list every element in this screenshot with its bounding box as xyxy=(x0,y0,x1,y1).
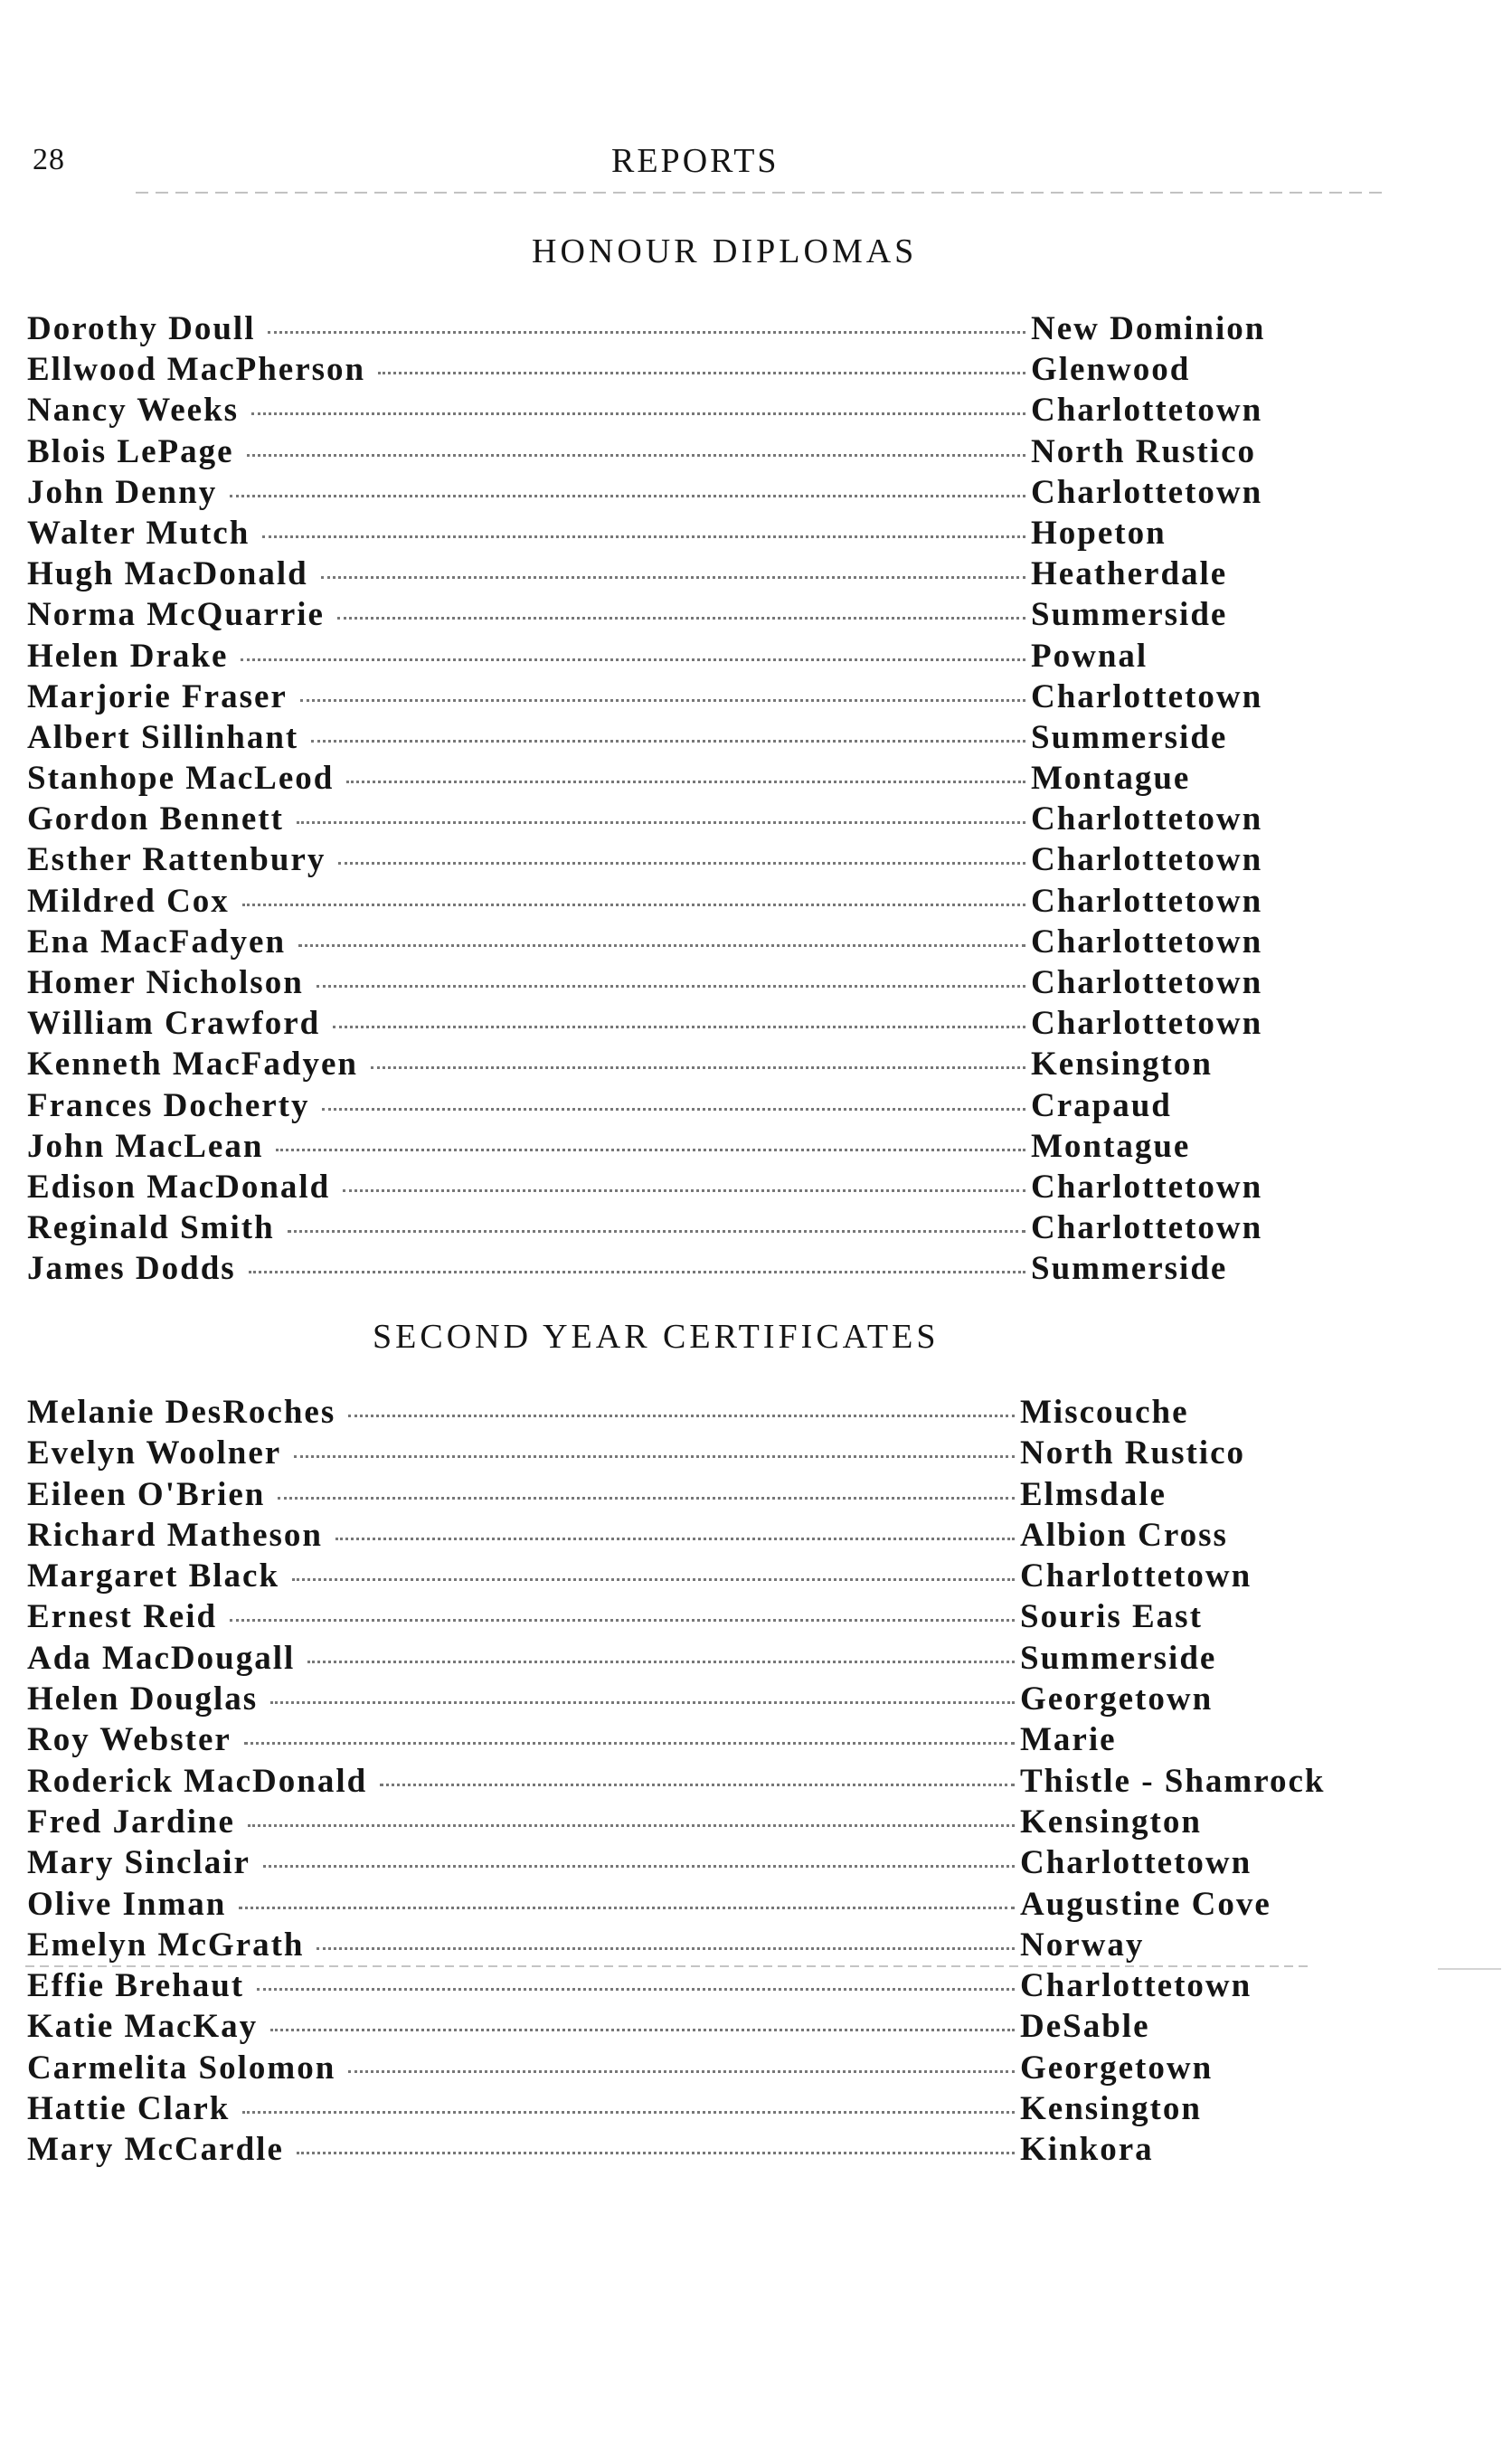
dot-leader xyxy=(270,2029,1015,2031)
place-name: Charlottetown xyxy=(1031,923,1263,961)
running-head: REPORTS xyxy=(611,142,780,180)
dot-leader xyxy=(292,1578,1015,1581)
place-name: Charlottetown xyxy=(1031,473,1263,511)
print-artifact-rule-right xyxy=(1438,1968,1501,1970)
person-name: Reginald Smith xyxy=(27,1209,275,1247)
place-name: Augustine Cove xyxy=(1020,1885,1271,1923)
dot-leader xyxy=(247,454,1025,457)
place-name: Charlottetown xyxy=(1031,882,1263,920)
person-name: Carmelita Solomon xyxy=(27,2049,336,2087)
dot-leader xyxy=(270,1701,1015,1704)
place-name: Summerside xyxy=(1031,596,1228,634)
place-name: Charlottetown xyxy=(1031,1209,1263,1247)
place-name: Charlottetown xyxy=(1031,964,1263,1001)
dot-leader xyxy=(297,2152,1015,2154)
place-name: Summerside xyxy=(1031,718,1228,756)
dot-leader xyxy=(248,1824,1015,1827)
dot-leader xyxy=(262,535,1025,538)
dot-leader xyxy=(348,2070,1015,2073)
person-name: Gordon Bennett xyxy=(27,800,284,838)
person-name: Ada MacDougall xyxy=(27,1639,296,1677)
dot-leader xyxy=(251,412,1025,415)
person-name: Ernest Reid xyxy=(27,1598,218,1636)
dot-leader xyxy=(230,495,1025,497)
list-item xyxy=(27,595,1356,636)
place-name: Norway xyxy=(1020,1926,1145,1964)
person-name: Dorothy Doull xyxy=(27,310,256,347)
dot-leader xyxy=(294,1455,1015,1458)
place-name: Charlottetown xyxy=(1031,1168,1263,1206)
place-name: Glenwood xyxy=(1031,351,1191,389)
list-item xyxy=(27,1885,1356,1926)
dot-leader xyxy=(317,985,1025,988)
person-name: Eileen O'Brien xyxy=(27,1475,266,1513)
page-number: 28 xyxy=(33,143,65,176)
list-item xyxy=(27,1249,1356,1290)
list-item xyxy=(27,1475,1356,1516)
dot-leader xyxy=(337,617,1025,620)
page-header xyxy=(33,137,1389,183)
person-name: Mary Sinclair xyxy=(27,1844,250,1882)
place-name: Kensington xyxy=(1031,1046,1213,1084)
dot-leader xyxy=(239,1907,1015,1909)
list-item xyxy=(27,1393,1356,1434)
list-item xyxy=(27,1597,1356,1638)
place-name: North Rustico xyxy=(1031,432,1257,470)
person-name: Richard Matheson xyxy=(27,1516,323,1554)
list-item xyxy=(27,1168,1356,1208)
place-name: Thistle - Shamrock xyxy=(1020,1762,1326,1800)
dot-leader xyxy=(249,1271,1025,1273)
place-name: Charlottetown xyxy=(1020,1967,1252,2005)
list-item xyxy=(27,1208,1356,1249)
dot-leader xyxy=(242,904,1025,906)
person-name: Ellwood MacPherson xyxy=(27,351,366,389)
honour-diplomas-title: HONOUR DIPLOMAS xyxy=(532,232,918,270)
list-item xyxy=(27,1045,1356,1085)
dot-leader xyxy=(276,1149,1025,1151)
person-name: William Crawford xyxy=(27,1005,321,1043)
place-name: Charlottetown xyxy=(1031,800,1263,838)
list-item xyxy=(27,1004,1356,1045)
dot-leader xyxy=(380,1784,1015,1786)
list-item xyxy=(27,1926,1356,1966)
dot-leader xyxy=(241,658,1025,661)
place-name: North Rustico xyxy=(1020,1434,1246,1472)
list-item xyxy=(27,1843,1356,1884)
person-name: Esther Rattenbury xyxy=(27,841,326,879)
place-name: Souris East xyxy=(1020,1598,1203,1636)
honour-diplomas-list xyxy=(27,309,1356,1291)
list-item xyxy=(27,882,1356,923)
person-name: Walter Mutch xyxy=(27,514,250,552)
place-name: Summerside xyxy=(1031,1250,1228,1288)
list-item xyxy=(27,554,1356,595)
person-name: Albert Sillinhant xyxy=(27,718,299,756)
dot-leader xyxy=(333,1026,1025,1028)
person-name: Emelyn McGrath xyxy=(27,1926,305,1964)
place-name: DeSable xyxy=(1020,2008,1150,2046)
person-name: Edison MacDonald xyxy=(27,1168,331,1206)
dot-leader xyxy=(268,331,1025,334)
person-name: Marjorie Fraser xyxy=(27,677,288,715)
list-item xyxy=(27,1516,1356,1557)
second-year-certificates-list xyxy=(27,1393,1356,2172)
person-name: Mary McCardle xyxy=(27,2131,284,2169)
person-name: Frances Docherty xyxy=(27,1086,310,1124)
print-artifact-rule xyxy=(25,1965,1309,1967)
list-item xyxy=(27,391,1356,431)
person-name: Kenneth MacFadyen xyxy=(27,1046,358,1084)
person-name: Evelyn Woolner xyxy=(27,1434,282,1472)
person-name: Homer Nicholson xyxy=(27,964,304,1001)
dot-leader xyxy=(338,862,1025,865)
second-year-certificates-title: SECOND YEAR CERTIFICATES xyxy=(373,1318,940,1356)
dot-leader xyxy=(263,1865,1015,1868)
list-item xyxy=(27,2007,1356,2048)
dot-leader xyxy=(348,1415,1015,1417)
place-name: Georgetown xyxy=(1020,1680,1214,1718)
dot-leader xyxy=(311,740,1025,743)
list-item xyxy=(27,1680,1356,1720)
list-item xyxy=(27,759,1356,800)
list-item xyxy=(27,923,1356,963)
dot-leader xyxy=(244,1742,1015,1745)
list-item xyxy=(27,1762,1356,1803)
place-name: Hopeton xyxy=(1031,514,1167,552)
dot-leader xyxy=(343,1189,1025,1192)
place-name: Pownal xyxy=(1031,637,1148,675)
list-item xyxy=(27,432,1356,473)
place-name: Elmsdale xyxy=(1020,1475,1167,1513)
dot-leader xyxy=(378,372,1025,374)
person-name: Blois LePage xyxy=(27,432,234,470)
list-item xyxy=(27,1720,1356,1761)
place-name: Crapaud xyxy=(1031,1086,1172,1124)
person-name: Hattie Clark xyxy=(27,2090,231,2128)
list-item xyxy=(27,2089,1356,2130)
dot-leader xyxy=(298,944,1025,947)
dot-leader xyxy=(257,1988,1015,1991)
dot-leader xyxy=(307,1661,1015,1663)
place-name: Montague xyxy=(1031,760,1191,798)
place-name: Kensington xyxy=(1020,2090,1202,2128)
dot-leader xyxy=(322,1108,1025,1111)
list-item xyxy=(27,1557,1356,1597)
dot-leader xyxy=(230,1619,1015,1622)
dot-leader xyxy=(346,781,1025,783)
place-name: Albion Cross xyxy=(1020,1516,1228,1554)
list-item xyxy=(27,840,1356,881)
dot-leader xyxy=(297,821,1025,824)
list-item xyxy=(27,309,1356,350)
person-name: James Dodds xyxy=(27,1250,236,1288)
person-name: Stanhope MacLeod xyxy=(27,760,335,798)
list-item xyxy=(27,1803,1356,1843)
place-name: Charlottetown xyxy=(1031,392,1263,430)
person-name: John Denny xyxy=(27,473,218,511)
person-name: Effie Brehaut xyxy=(27,1967,245,2005)
dot-leader xyxy=(335,1538,1015,1540)
place-name: New Dominion xyxy=(1031,310,1266,347)
dot-leader xyxy=(300,699,1025,702)
list-item xyxy=(27,473,1356,514)
place-name: Charlottetown xyxy=(1031,841,1263,879)
list-item xyxy=(27,718,1356,759)
person-name: Margaret Black xyxy=(27,1557,280,1595)
person-name: John MacLean xyxy=(27,1127,264,1165)
header-rule xyxy=(136,192,1384,194)
place-name: Georgetown xyxy=(1020,2049,1214,2087)
person-name: Melanie DesRoches xyxy=(27,1394,336,1431)
list-item xyxy=(27,1086,1356,1127)
person-name: Roderick MacDonald xyxy=(27,1762,368,1800)
place-name: Kinkora xyxy=(1020,2131,1154,2169)
list-item xyxy=(27,1966,1356,2007)
person-name: Helen Douglas xyxy=(27,1680,259,1718)
list-item xyxy=(27,350,1356,391)
dot-leader xyxy=(317,1947,1015,1950)
person-name: Roy Webster xyxy=(27,1721,232,1759)
list-item xyxy=(27,963,1356,1004)
person-name: Katie MacKay xyxy=(27,2008,259,2046)
person-name: Mildred Cox xyxy=(27,882,230,920)
person-name: Norma McQuarrie xyxy=(27,596,325,634)
dot-leader xyxy=(278,1497,1015,1500)
place-name: Heatherdale xyxy=(1031,555,1228,593)
list-item xyxy=(27,1127,1356,1168)
dot-leader xyxy=(242,2111,1015,2114)
list-item xyxy=(27,677,1356,718)
place-name: Montague xyxy=(1031,1127,1191,1165)
list-item xyxy=(27,2130,1356,2171)
person-name: Olive Inman xyxy=(27,1885,227,1923)
person-name: Hugh MacDonald xyxy=(27,555,308,593)
list-item xyxy=(27,514,1356,554)
list-item xyxy=(27,1639,1356,1680)
person-name: Ena MacFadyen xyxy=(27,923,287,961)
list-item xyxy=(27,1434,1356,1474)
place-name: Summerside xyxy=(1020,1639,1217,1677)
place-name: Charlottetown xyxy=(1020,1557,1252,1595)
place-name: Miscouche xyxy=(1020,1394,1189,1431)
list-item xyxy=(27,637,1356,677)
list-item xyxy=(27,2049,1356,2089)
dot-leader xyxy=(371,1066,1025,1069)
place-name: Charlottetown xyxy=(1031,677,1263,715)
dot-leader xyxy=(288,1230,1025,1233)
place-name: Kensington xyxy=(1020,1803,1202,1841)
place-name: Charlottetown xyxy=(1031,1005,1263,1043)
person-name: Nancy Weeks xyxy=(27,392,240,430)
dot-leader xyxy=(321,576,1025,579)
place-name: Charlottetown xyxy=(1020,1844,1252,1882)
place-name: Marie xyxy=(1020,1721,1117,1759)
person-name: Helen Drake xyxy=(27,637,229,675)
list-item xyxy=(27,800,1356,840)
person-name: Fred Jardine xyxy=(27,1803,235,1841)
